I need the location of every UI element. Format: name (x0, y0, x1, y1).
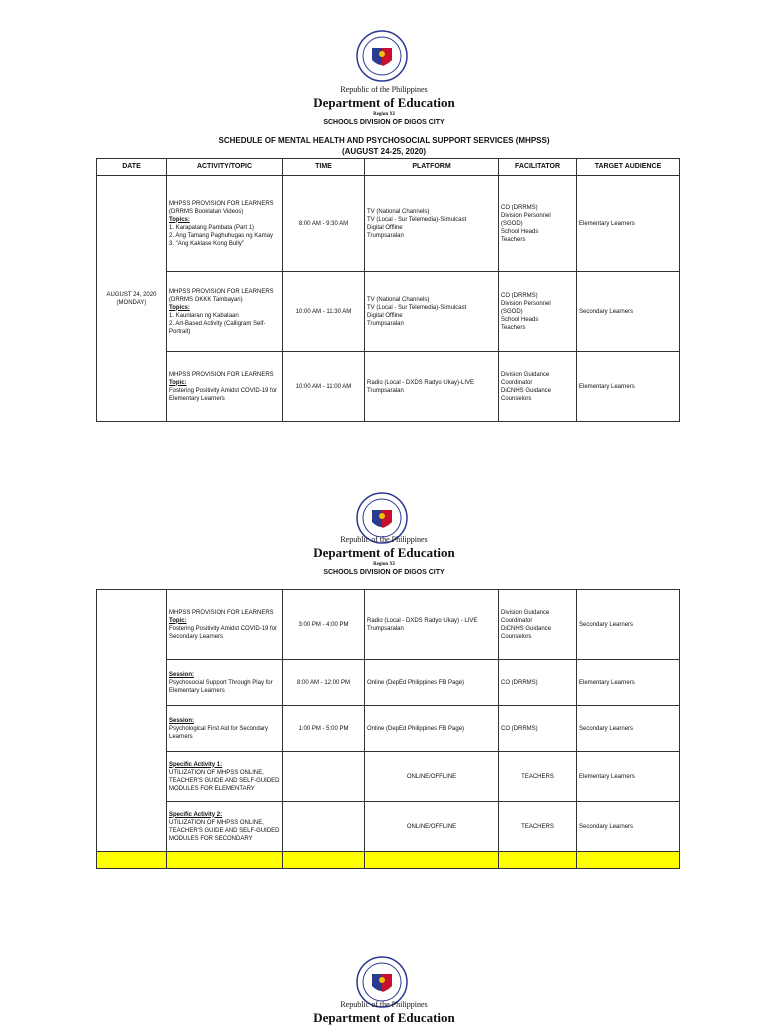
table-row (97, 176, 680, 272)
department-title: Department of Education (313, 545, 455, 560)
facilitator-cell (499, 660, 577, 706)
table-row (97, 752, 680, 802)
platform-text: Trumpsaralan (367, 232, 404, 239)
platform-text: ONLINE/OFFLINE (406, 773, 457, 780)
audience-cell: Secondary Learners (577, 590, 680, 660)
platform-text: Trumpsaralan (367, 387, 404, 394)
topic-text: Psychosocial Support Through Play for Elementary Learners (169, 679, 273, 694)
facilitator-text: CO (DRRMS) (501, 725, 538, 732)
platform-text: Digital Offline (367, 224, 403, 231)
region-text: Region XI (373, 562, 395, 567)
audience-cell: Secondary Learners (577, 802, 680, 852)
facilitator-text: Division Personnel (SGOD) (501, 300, 551, 315)
schedule-table-page1 (96, 158, 680, 422)
activity-cell (167, 660, 283, 706)
facilitator-text: DiCNHS Guidance Counselors (501, 625, 552, 640)
facilitator-text: CO (DRRMS) (501, 204, 538, 211)
empty-cell (499, 852, 577, 869)
facilitator-text: CO (DRRMS) (501, 292, 538, 299)
topic-label: Session: (169, 671, 195, 678)
platform-cell (365, 176, 499, 272)
republic-text: Republic of the Philippines (340, 85, 428, 94)
time-cell (283, 752, 365, 802)
highlight-row (97, 852, 680, 869)
audience-cell: Elementary Learners (577, 352, 680, 422)
table-row (97, 802, 680, 852)
facilitator-cell (499, 802, 577, 852)
activity-text: MHPSS PROVISION FOR LEARNERS (DRRMS Booklatan Videos) (169, 200, 274, 215)
activity-cell (167, 802, 283, 852)
deped-seal-icon (356, 30, 408, 82)
activity-cell (167, 590, 283, 660)
time-cell: 10:00 AM - 11:00 AM (283, 352, 365, 422)
empty-cell (283, 852, 365, 869)
platform-text: Radio (Local - DXDS Radyo Ukay)-LIVE (367, 379, 475, 386)
platform-text: Digital Offline (367, 312, 403, 319)
schedule-dates: (AUGUST 24-25, 2020) (341, 147, 427, 156)
platform-cell (365, 752, 499, 802)
activity-text: MHPSS PROVISION FOR LEARNERS (169, 371, 274, 378)
facilitator-text: Division Personnel (SGOD) (501, 212, 551, 227)
time-cell: 3:00 PM - 4:00 PM (283, 590, 365, 660)
facilitator-text: Teachers (501, 236, 526, 243)
facilitator-cell (499, 272, 577, 352)
audience-cell: Elementary Learners (577, 752, 680, 802)
topic-text: 2. Art-Based Activity (Calligram Self-Portrait) (169, 320, 266, 335)
facilitator-cell (499, 752, 577, 802)
schedule-title: SCHEDULE OF MENTAL HEALTH AND PSYCHOSOCIAL SUPPORT SERVICES (MHPSS) (218, 136, 550, 145)
topic-text: Fostering Positivity Amidst COVID-19 for Secondary Learners (169, 625, 278, 640)
column-header: PLATFORM (365, 159, 499, 176)
audience-cell: Elementary Learners (577, 660, 680, 706)
facilitator-text: DiCNHS Guidance Counselors (501, 387, 552, 402)
platform-text: TV (Local - Sur Telemedia)-Simulcast (367, 216, 467, 223)
activity-cell (167, 352, 283, 422)
time-cell: 8:00 AM - 12:00 PM (283, 660, 365, 706)
time-cell: 10:00 AM - 11:30 AM (283, 272, 365, 352)
region-text: Region XI (373, 112, 395, 117)
activity-cell (167, 752, 283, 802)
topic-label: Topics: (169, 216, 190, 223)
platform-text: Trumpsaralan (367, 625, 404, 632)
topic-label: Topics: (169, 304, 190, 311)
topic-label: Specific Activity 2: (169, 811, 223, 818)
activity-cell (167, 176, 283, 272)
platform-text: TV (National Channels) (367, 208, 430, 215)
schedule-table-page2 (96, 589, 680, 869)
empty-cell (365, 852, 499, 869)
facilitator-cell (499, 176, 577, 272)
platform-cell (365, 590, 499, 660)
topic-text: 3. "Ang Kaklase Kong Bully" (169, 240, 244, 247)
division-text: SCHOOLS DIVISION OF DIGOS CITY (323, 119, 445, 126)
platform-text: Radio (Local - DXDS Radyo Ukay) - LIVE (367, 617, 478, 624)
platform-text: Trumpsaralan (367, 320, 404, 327)
column-header: DATE (97, 159, 167, 176)
facilitator-text: CO (DRRMS) (501, 679, 538, 686)
republic-text: Republic of the Philippines (340, 1000, 428, 1009)
facilitator-text: School Heads (501, 316, 539, 323)
department-title: Department of Education (313, 1010, 455, 1025)
activity-text: MHPSS PROVISION FOR LEARNERS (169, 609, 274, 616)
audience-cell: Secondary Learners (577, 706, 680, 752)
platform-cell (365, 802, 499, 852)
topic-label: Topic: (169, 379, 187, 386)
facilitator-cell (499, 590, 577, 660)
platform-cell (365, 352, 499, 422)
topic-text: Fostering Positivity Amidst COVID-19 for Elementary Learners (169, 387, 278, 402)
empty-cell (167, 852, 283, 869)
platform-cell (365, 272, 499, 352)
column-header: ACTIVITY/TOPIC (167, 159, 283, 176)
time-cell (283, 802, 365, 852)
time-cell: 8:00 AM - 9:30 AM (283, 176, 365, 272)
table-row (97, 660, 680, 706)
facilitator-text: TEACHERS (521, 823, 554, 830)
topic-label: Specific Activity 1: (169, 761, 223, 768)
topic-label: Topic: (169, 617, 187, 624)
facilitator-text: School Heads (501, 228, 539, 235)
empty-cell (577, 852, 680, 869)
table-row (97, 590, 680, 660)
activity-cell (167, 706, 283, 752)
facilitator-text: Division Guidance Coordinator (501, 371, 550, 386)
topic-text: 1. Kaunlaran ng Kabataan (169, 312, 239, 319)
date-text: (MONDAY) (116, 299, 147, 306)
date-cell (97, 590, 167, 852)
time-cell: 1:00 PM - 5:00 PM (283, 706, 365, 752)
platform-text: TV (National Channels) (367, 296, 430, 303)
topic-text: UTILIZATION OF MHPSS ONLINE, TEACHER'S GUIDE AND SELF-GUIDED MODULES FOR ELEMENTARY (169, 769, 280, 792)
column-header: TARGET AUDIENCE (577, 159, 680, 176)
column-header: TIME (283, 159, 365, 176)
platform-cell (365, 706, 499, 752)
audience-cell: Elementary Learners (577, 176, 680, 272)
empty-cell (97, 852, 167, 869)
platform-cell (365, 660, 499, 706)
table-row (97, 352, 680, 422)
topic-text: Psychological First Aid for Secondary Learners (169, 725, 269, 740)
facilitator-cell (499, 706, 577, 752)
activity-cell (167, 272, 283, 352)
topic-text: 2. Ang Tamang Paghuhugas ng Kamay (169, 232, 273, 239)
date-cell (97, 176, 167, 422)
republic-text: Republic of the Philippines (340, 535, 428, 544)
division-text: SCHOOLS DIVISION OF DIGOS CITY (323, 569, 445, 576)
platform-text: TV (Local - Sur Telemedia)-Simulcast (367, 304, 467, 311)
facilitator-text: Teachers (501, 324, 526, 331)
activity-text: MHPSS PROVISION FOR LEARNERS (DRRMS OKKK Tambayan) (169, 288, 274, 303)
platform-text: Online (DepEd Philippines FB Page) (367, 679, 465, 686)
topic-text: 1. Karapatang Pambata (Part 1) (169, 224, 255, 231)
audience-cell: Secondary Learners (577, 272, 680, 352)
department-title: Department of Education (313, 95, 455, 110)
table-row (97, 706, 680, 752)
facilitator-text: Division Guidance Coordinator (501, 609, 550, 624)
column-header: FACILITATOR (499, 159, 577, 176)
facilitator-cell (499, 352, 577, 422)
platform-text: ONLINE/OFFLINE (406, 823, 457, 830)
topic-text: UTILIZATION OF MHPSS ONLINE, TEACHER'S GUIDE AND SELF-GUIDED MODULES FOR SECONDARY (169, 819, 280, 842)
platform-text: Online (DepEd Philippines FB Page) (367, 725, 465, 732)
date-text: AUGUST 24, 2020 (106, 291, 157, 298)
facilitator-text: TEACHERS (521, 773, 554, 780)
topic-label: Session: (169, 717, 195, 724)
table-row (97, 272, 680, 352)
